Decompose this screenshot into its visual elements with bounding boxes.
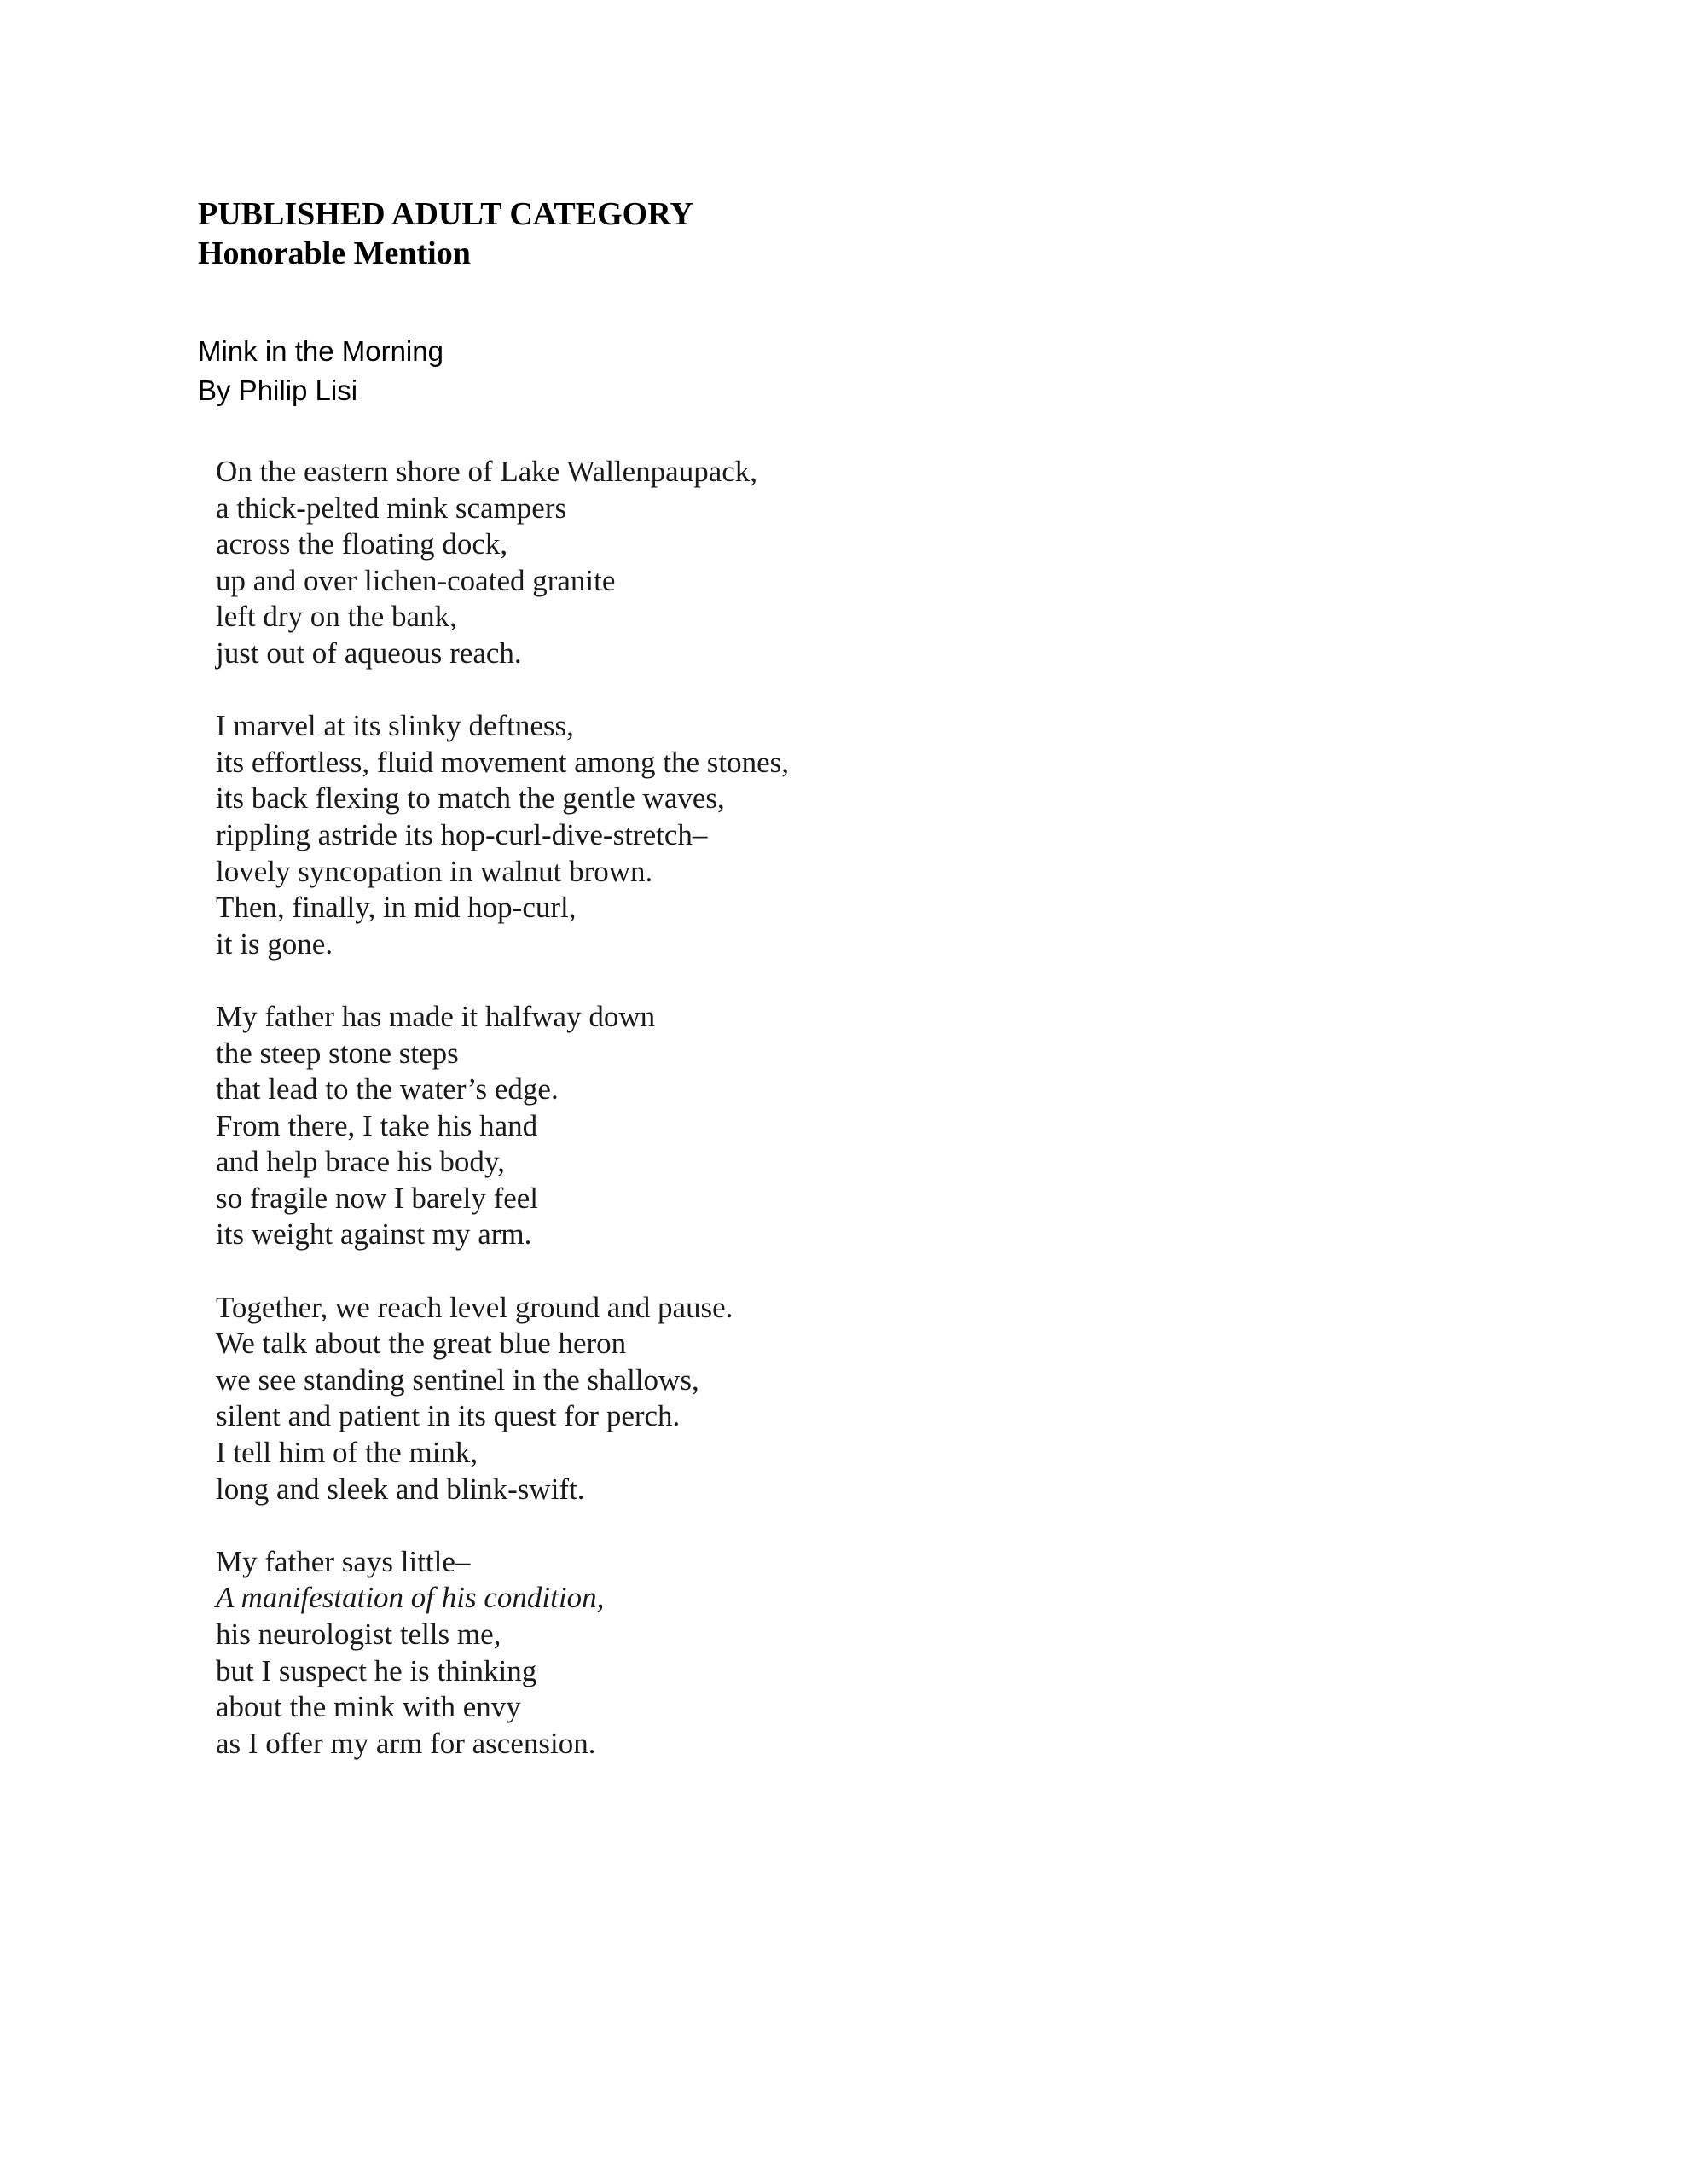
poem-line: long and sleek and blink-swift.	[216, 1472, 585, 1506]
poem-line: across the floating dock,	[216, 527, 508, 561]
stanza-2	[216, 708, 789, 962]
poem-line-italic: A manifestation of his condition,	[216, 1581, 605, 1615]
poem-line: but I suspect he is thinking	[216, 1653, 537, 1687]
poem-byline	[198, 332, 443, 410]
poem-line: it is gone.	[216, 926, 333, 961]
poem-line: lovely syncopation in walnut brown.	[216, 854, 653, 888]
poem-line: so fragile now I barely feel	[216, 1181, 539, 1215]
poem-line: My father says little–	[216, 1544, 471, 1578]
poem-line: its weight against my arm.	[216, 1217, 532, 1252]
stanza-4	[216, 1290, 789, 1508]
poem-line: On the eastern shore of Lake Wallenpaupack,	[216, 455, 758, 488]
poem-line: its effortless, fluid movement among the stones,	[216, 745, 790, 779]
poem-line: We talk about the great blue heron	[216, 1327, 627, 1361]
stanza-1	[216, 454, 789, 672]
poem-line: a thick-pelted mink scampers	[216, 491, 567, 525]
poem-author: By Philip Lisi	[198, 375, 358, 406]
poem-line: left dry on the bank,	[216, 600, 457, 634]
poem-line: we see standing sentinel in the shallows,	[216, 1362, 699, 1397]
poem-line: just out of aqueous reach.	[216, 636, 522, 670]
poem-line: his neurologist tells me,	[216, 1618, 501, 1651]
stanza-5	[216, 1544, 789, 1763]
poem-line: and help brace his body,	[216, 1145, 505, 1179]
poem-line: its back flexing to match the gentle waves,	[216, 781, 725, 816]
poem-line: the steep stone steps	[216, 1036, 459, 1070]
poem-line: as I offer my arm for ascension.	[216, 1726, 596, 1760]
poem-line: about the mink with envy	[216, 1690, 521, 1724]
award-heading	[198, 195, 693, 273]
poem-line: Then, finally, in mid hop-curl,	[216, 891, 577, 925]
poem-line: My father has made it halfway down	[216, 999, 656, 1033]
poem-line: I tell him of the mink,	[216, 1436, 478, 1470]
category-title: PUBLISHED ADULT CATEGORY	[198, 196, 693, 232]
poem-body	[216, 454, 789, 1762]
poem-line: I marvel at its slinky deftness,	[216, 709, 574, 743]
poem-line: rippling astride its hop-curl-dive-stretch–	[216, 817, 708, 851]
poem-title: Mink in the Morning	[198, 335, 443, 367]
award-title: Honorable Mention	[198, 235, 471, 271]
poem-line: up and over lichen-coated granite	[216, 563, 616, 597]
stanza-3	[216, 999, 789, 1253]
poem-line: that lead to the water’s edge.	[216, 1072, 559, 1107]
poem-line: Together, we reach level ground and pause.	[216, 1290, 733, 1324]
poem-line: From there, I take his hand	[216, 1108, 538, 1142]
poem-line: silent and patient in its quest for perch.	[216, 1399, 681, 1433]
